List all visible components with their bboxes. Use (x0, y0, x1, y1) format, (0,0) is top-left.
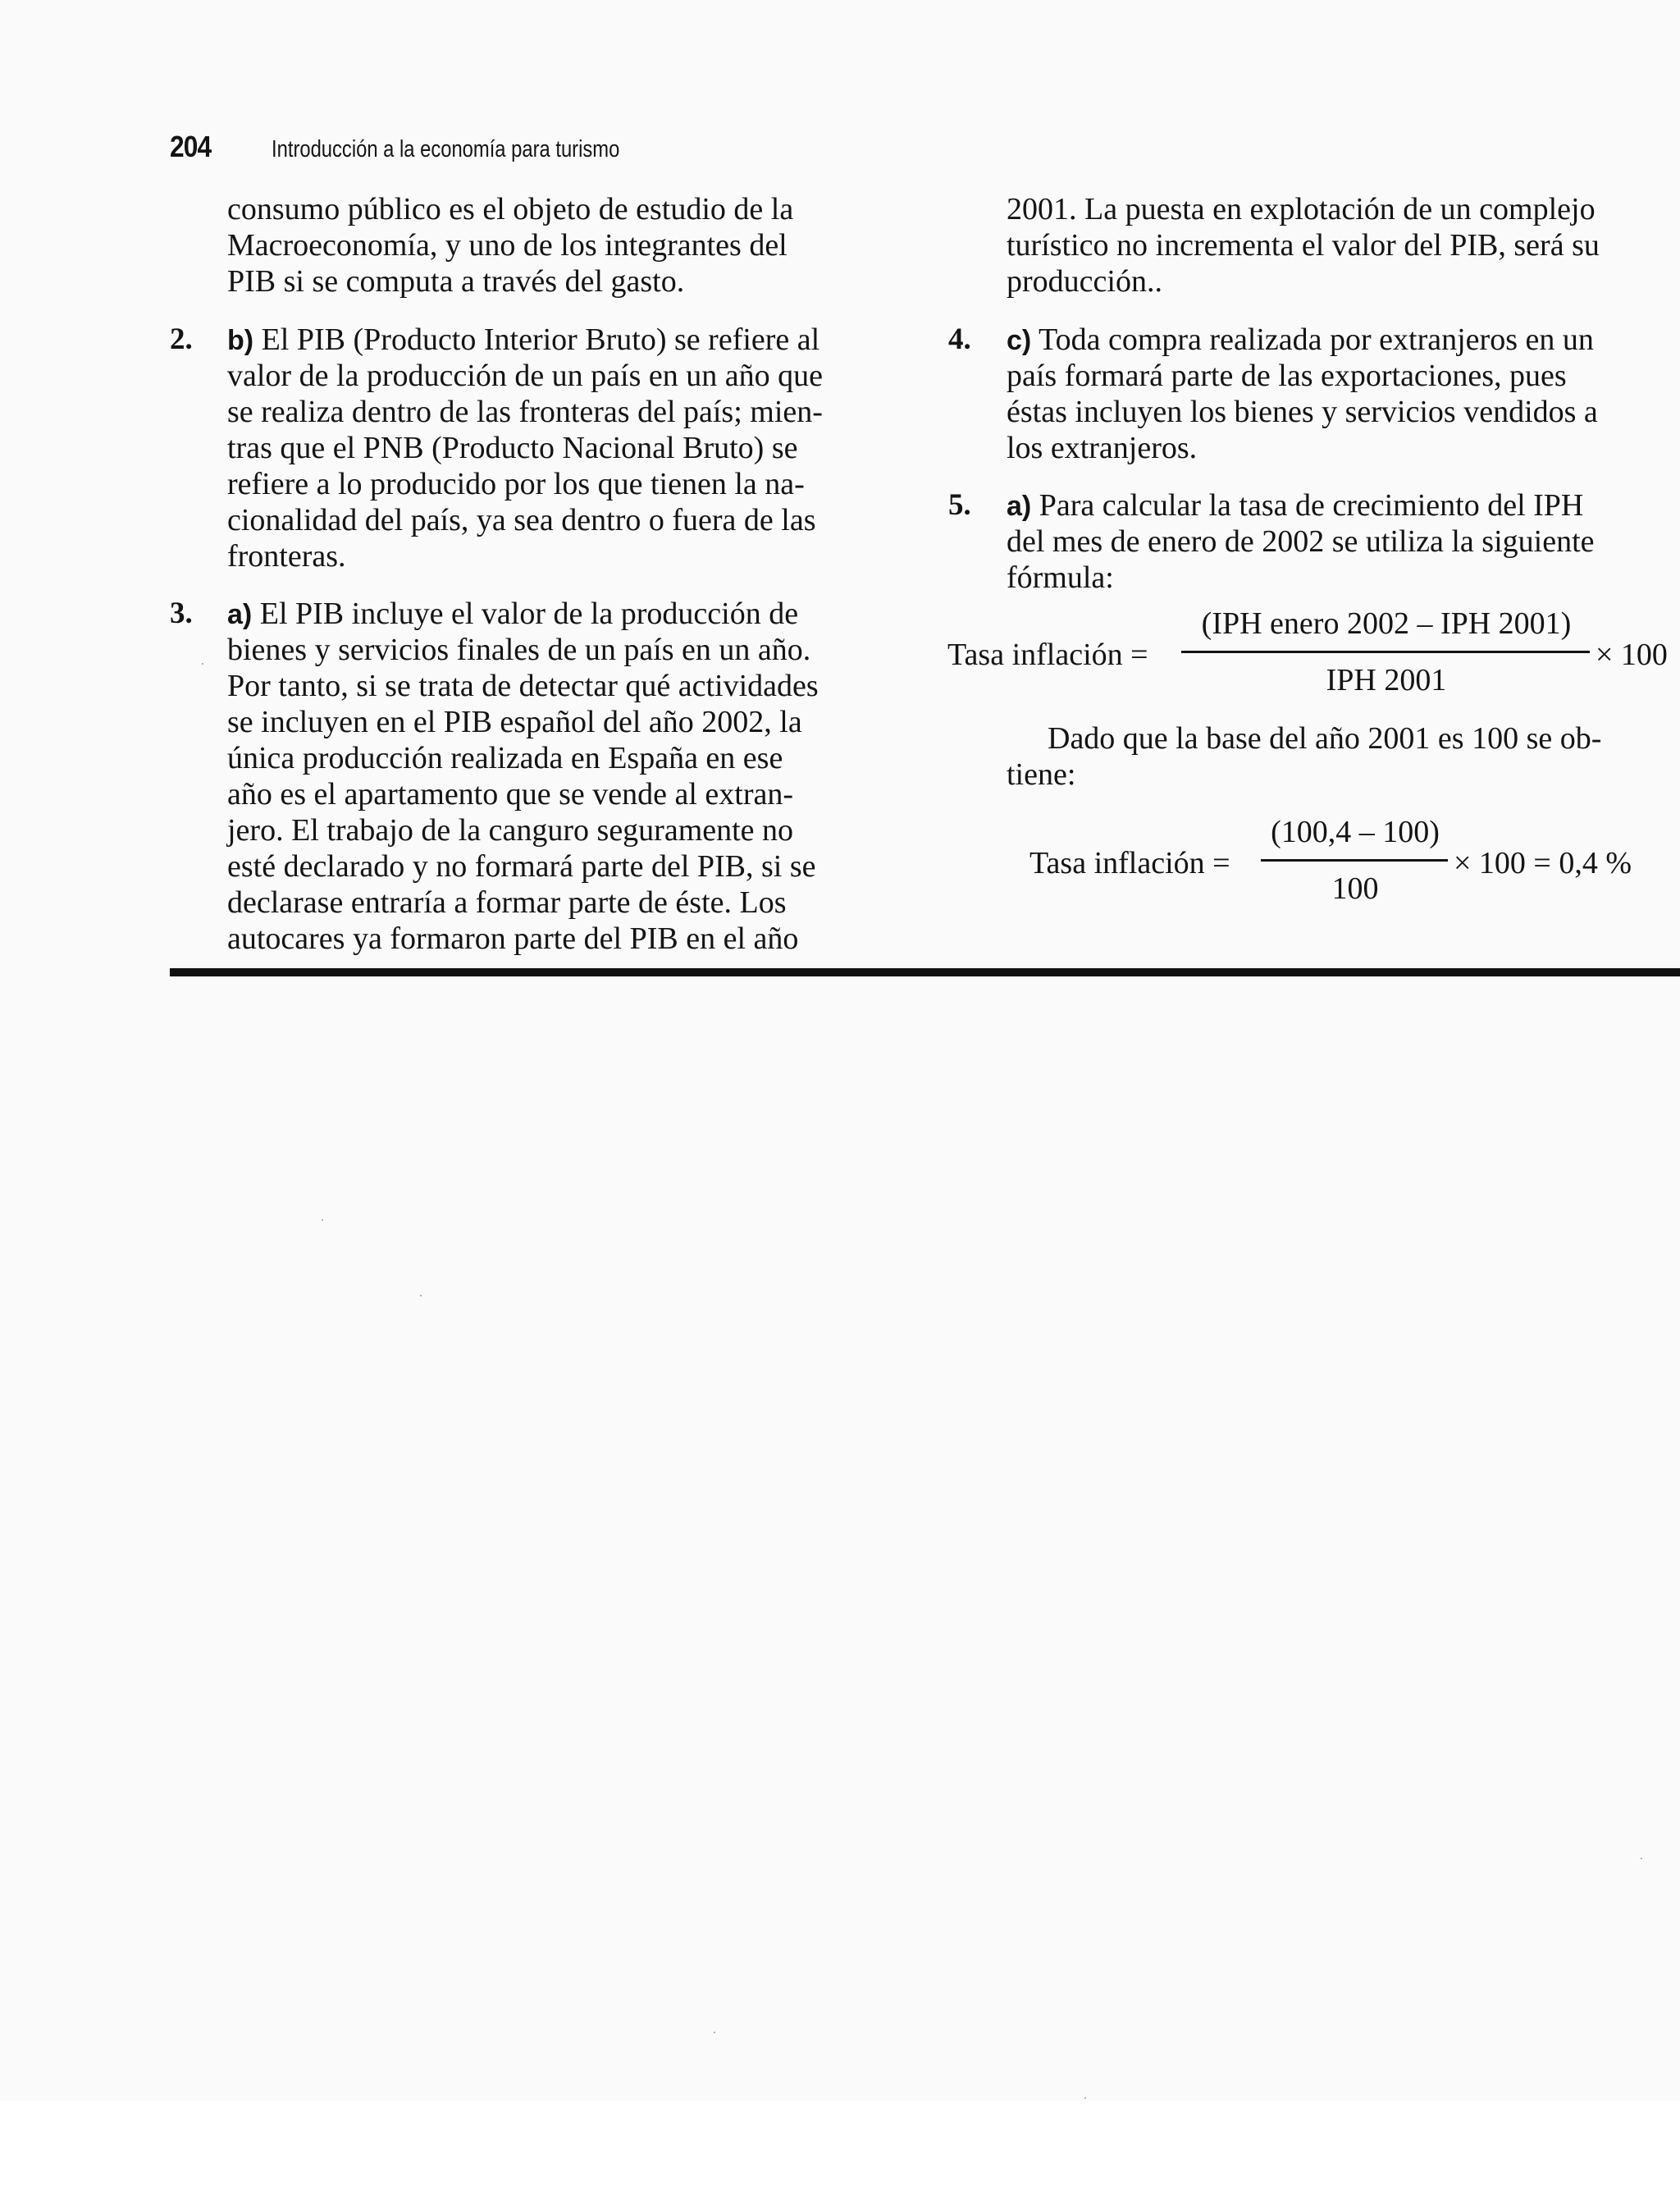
text-line: del mes de enero de 2002 se utiliza la siguiente (1007, 524, 1595, 559)
page-number: 204 (170, 130, 212, 163)
page-header (170, 130, 696, 164)
list-item (227, 596, 798, 633)
text-line: Para calcular la tasa de crecimiento del IPH (1031, 488, 1584, 523)
text-line: producción.. (1007, 264, 1162, 299)
text-line: jero. El trabajo de la canguro seguramente no (227, 813, 794, 848)
item-number: 3. (170, 597, 193, 630)
text-line: turístico no incrementa el valor del PIB, será su (1007, 228, 1600, 263)
text-line: cionalidad del país, ya sea dentro o fuera de las (227, 503, 816, 537)
formula-rhs: × 100 (1596, 638, 1668, 672)
text-line: Dado que la base del año 2001 es 100 se ob- (1048, 721, 1602, 756)
text-line: país formará parte de las exportaciones, pues (1007, 359, 1567, 393)
text-line: fórmula: (1007, 560, 1114, 595)
text-line: fronteras. (227, 539, 346, 574)
text-line: éstas incluyen los bienes y servicios vendidos a (1007, 395, 1598, 429)
text-line: se realiza dentro de las fronteras del país; mien- (227, 395, 823, 429)
formula-lhs: Tasa inflación = (947, 638, 1148, 672)
scan-speck (714, 2032, 715, 2033)
text-line: 2001. La puesta en explotación de un complejo (1007, 192, 1596, 226)
scan-speck (1084, 2097, 1086, 2099)
formula-denominator: IPH 2001 (1326, 663, 1447, 697)
scan-speck (420, 1295, 422, 1296)
text-line: Toda compra realizada por extranjeros en un (1031, 322, 1594, 357)
formula-rhs: × 100 = 0,4 % (1454, 846, 1632, 880)
section-rule (170, 968, 1680, 976)
item-label: a) (227, 599, 253, 630)
text-line: única producción realizada en España en ese (227, 741, 783, 775)
item-number: 5. (948, 488, 971, 522)
text-line: Por tanto, si se trata de detectar qué actividades (227, 669, 819, 703)
list-item (1007, 487, 1583, 524)
formula-lhs: Tasa inflación = (1029, 846, 1230, 880)
text-line: bienes y servicios finales de un país en un año. (227, 633, 811, 667)
text-line: refiere a lo producido por los que tienen la na- (227, 467, 805, 501)
text-line: los extranjeros. (1007, 431, 1198, 465)
scan-speck (322, 1219, 323, 1221)
list-item (227, 322, 819, 359)
text-line: esté declarado y no formará parte del PIB, si se (227, 849, 816, 884)
item-label: b) (227, 325, 254, 356)
running-title: Introducción a la economía para turismo (272, 136, 620, 162)
scan-speck (1641, 1858, 1642, 1859)
fraction-bar (1181, 651, 1590, 653)
text-line: consumo público es el objeto de estudio de la (227, 192, 794, 226)
formula-numerator: (100,4 – 100) (1271, 815, 1440, 849)
text-line: PIB si se computa a través del gasto. (227, 264, 685, 299)
formula-numerator: (IPH enero 2002 – IPH 2001) (1201, 606, 1572, 641)
text-line: tiene: (1007, 757, 1076, 792)
item-label: c) (1007, 325, 1032, 356)
text-line: Macroeconomía, y uno de los integrantes del (227, 228, 788, 263)
item-number: 2. (170, 322, 193, 356)
text-line: valor de la producción de un país en un año que (227, 359, 823, 393)
text-line: declarase entraría a formar parte de éste. Los (227, 885, 787, 920)
item-label: a) (1007, 491, 1032, 522)
text-line: año es el apartamento que se vende al extran- (227, 777, 794, 812)
page-bottom-margin (0, 2101, 1680, 2190)
text-line: El PIB (Producto Interior Bruto) se refiere al (253, 322, 820, 357)
fraction-bar (1261, 859, 1448, 862)
item-number: 4. (948, 322, 971, 356)
text-line: El PIB incluye el valor de la producción de (252, 597, 799, 631)
text-line: se incluyen en el PIB español del año 2002, la (227, 705, 802, 739)
text-line: autocares ya formaron parte del PIB en el año (227, 921, 799, 956)
list-item (1007, 322, 1594, 359)
formula-denominator: 100 (1331, 871, 1379, 906)
text-line: tras que el PNB (Producto Nacional Bruto) se (227, 431, 798, 465)
scan-speck (202, 663, 203, 665)
